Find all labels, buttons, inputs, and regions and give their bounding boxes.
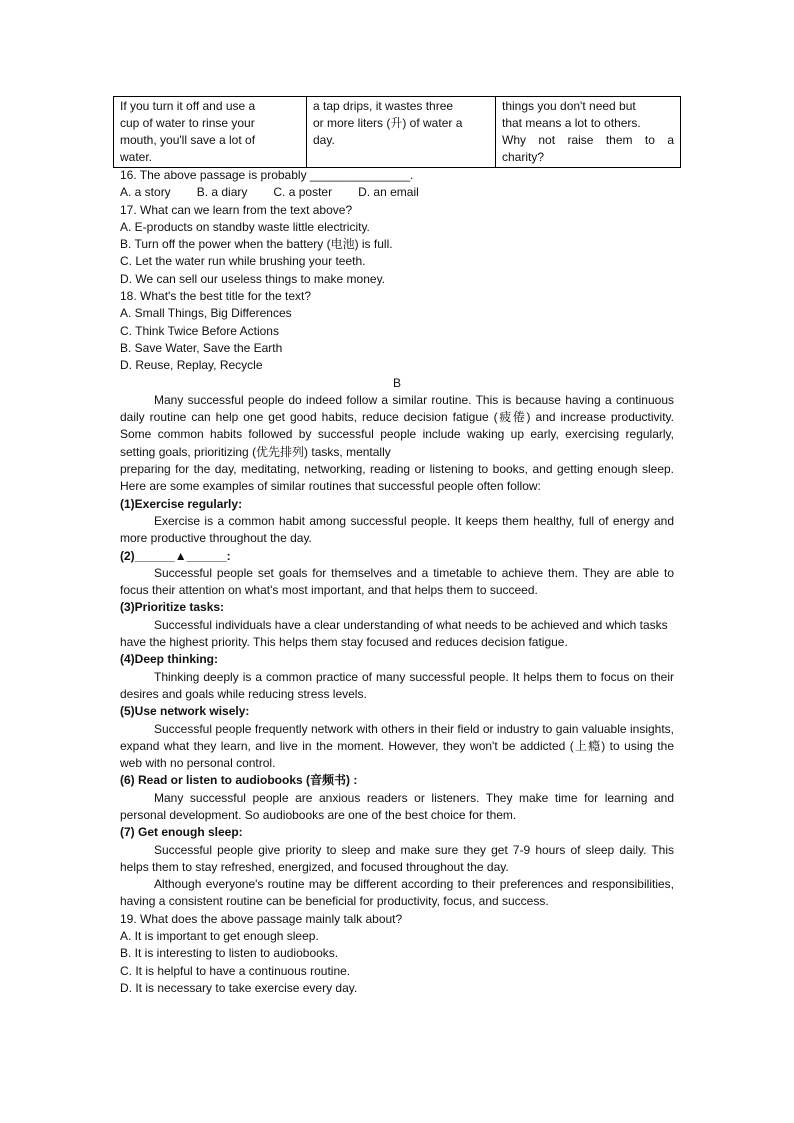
- routine-body: Successful people give priority to sleep and make sure they get 7-9 hours of sleep daily. This helps them to stay refreshed, energized, and focused throughout the day.: [120, 842, 674, 874]
- option-c[interactable]: C. Think Twice Before Actions: [120, 323, 279, 338]
- intro-paragraph: Many successful people do indeed follow a similar routine. This is because having a continuous daily routine can help one get good habits, reduce decision fatigue (疲倦) and increase productivity. Some common habits followed by successful people include waking up early, exercising regularly, setting goals, prioritizing (优先排列) tasks, mentally: [120, 392, 674, 459]
- routine-body-continued: have the highest priority. This helps them stay focused and reduces decision fatigue.: [120, 635, 568, 650]
- question-16: [120, 167, 674, 202]
- routine-body: Many successful people are anxious readers or listeners. They make time for learning and personal development. So audiobooks are one of the best choice for them.: [120, 790, 674, 822]
- cell-line: cup of water to rinse your: [120, 116, 255, 130]
- cell-line: If you turn it off and use a: [120, 99, 256, 113]
- cell-line: a tap drips, it wastes three: [313, 99, 454, 113]
- option-a[interactable]: A. a story: [120, 185, 171, 200]
- routine-heading: (4)Deep thinking:: [120, 652, 218, 667]
- option-c[interactable]: C. a poster: [273, 185, 333, 200]
- question-17: [120, 202, 674, 288]
- routine-5: [120, 703, 674, 772]
- conclusion-paragraph: Although everyone's routine may be different according to their preferences and responsibilities, having a consistent routine can be beneficial for productivity, focus, and success.: [120, 877, 674, 909]
- question-options: [120, 184, 674, 201]
- option-d[interactable]: D. We can sell our useless things to make money.: [120, 271, 386, 286]
- option-d[interactable]: D. an email: [358, 185, 419, 200]
- option-a[interactable]: A. E-products on standby waste little electricity.: [120, 219, 370, 234]
- intro-paragraph-continued: preparing for the day, meditating, networking, reading or listening to books, and getting enough sleep. Here are some examples of similar routines that successful people often follow:: [120, 462, 674, 494]
- routine-2: [120, 548, 674, 600]
- routine-heading: (5)Use network wisely:: [120, 704, 250, 719]
- routine-heading: (3)Prioritize tasks:: [120, 600, 225, 615]
- question-stem: 17. What can we learn from the text above?: [120, 202, 353, 217]
- section-label: B: [392, 375, 401, 390]
- table-cell: [114, 97, 307, 168]
- document-body: [120, 167, 674, 997]
- table-cell: [307, 97, 496, 168]
- option-d[interactable]: D. It is necessary to take exercise every day.: [120, 980, 358, 995]
- info-table: [113, 96, 681, 168]
- routine-1: [120, 496, 674, 548]
- routine-heading: (6) Read or listen to audiobooks (音频书) :: [120, 773, 358, 788]
- routine-7: [120, 824, 674, 910]
- routine-body: Successful people frequently network with others in their field or industry to gain valuable insights, expand what they learn, and live in the moment. However, they won't be addicted (上瘾) to using the web with no personal control.: [120, 721, 674, 771]
- routine-heading: (1)Exercise regularly:: [120, 496, 243, 511]
- cell-line: that means a lot to others.: [502, 116, 641, 130]
- routine-body: Successful individuals have a clear understanding of what needs to be achieved and which tasks: [154, 617, 668, 632]
- routine-body: Thinking deeply is a common practice of many successful people. It helps them to focus on their desires and goals while reducing stress levels.: [120, 669, 674, 701]
- routine-6: [120, 772, 674, 824]
- option-c[interactable]: C. It is helpful to have a continuous routine.: [120, 963, 351, 978]
- table-cell: [496, 97, 681, 168]
- option-b[interactable]: B. a diary: [196, 185, 248, 200]
- option-a[interactable]: A. Small Things, Big Differences: [120, 306, 292, 321]
- cell-line: or more liters (升) of water a: [313, 116, 463, 130]
- routine-3: [120, 599, 674, 651]
- option-b[interactable]: B. Turn off the power when the battery (电池) is full.: [120, 237, 393, 252]
- routine-body: Exercise is a common habit among successful people. It keeps them healthy, full of energy and more productive throughout the day.: [120, 513, 674, 546]
- question-stem: 16. The above passage is probably _______________.: [120, 168, 414, 182]
- option-b[interactable]: B. Save Water, Save the Earth: [120, 340, 283, 355]
- routine-body: Successful people set goals for themselves and a timetable to achieve them. They are able to focus their attention on what's most important, and that helps them to succeed.: [120, 565, 674, 598]
- question-18: [120, 288, 674, 374]
- cell-line: Why not raise them to a: [502, 133, 674, 147]
- cell-line: day.: [313, 133, 335, 147]
- routine-heading: (7) Get enough sleep:: [120, 825, 243, 840]
- cell-line: mouth, you'll save a lot of: [120, 133, 256, 147]
- table-row: [114, 97, 681, 168]
- cell-line: charity?: [502, 150, 545, 164]
- cell-line: things you don't need but: [502, 99, 636, 113]
- question-stem: 19. What does the above passage mainly talk about?: [120, 911, 403, 926]
- routine-4: [120, 651, 674, 703]
- question-stem: 18. What's the best title for the text?: [120, 289, 312, 304]
- option-d[interactable]: D. Reuse, Replay, Recycle: [120, 358, 263, 373]
- option-a[interactable]: A. It is important to get enough sleep.: [120, 929, 319, 944]
- cell-line: water.: [120, 150, 153, 164]
- routine-heading-blank: (2)______▲______:: [120, 548, 231, 563]
- option-c[interactable]: C. Let the water run while brushing your teeth.: [120, 254, 366, 269]
- question-19: [120, 911, 674, 997]
- option-b[interactable]: B. It is interesting to listen to audiobooks.: [120, 946, 339, 961]
